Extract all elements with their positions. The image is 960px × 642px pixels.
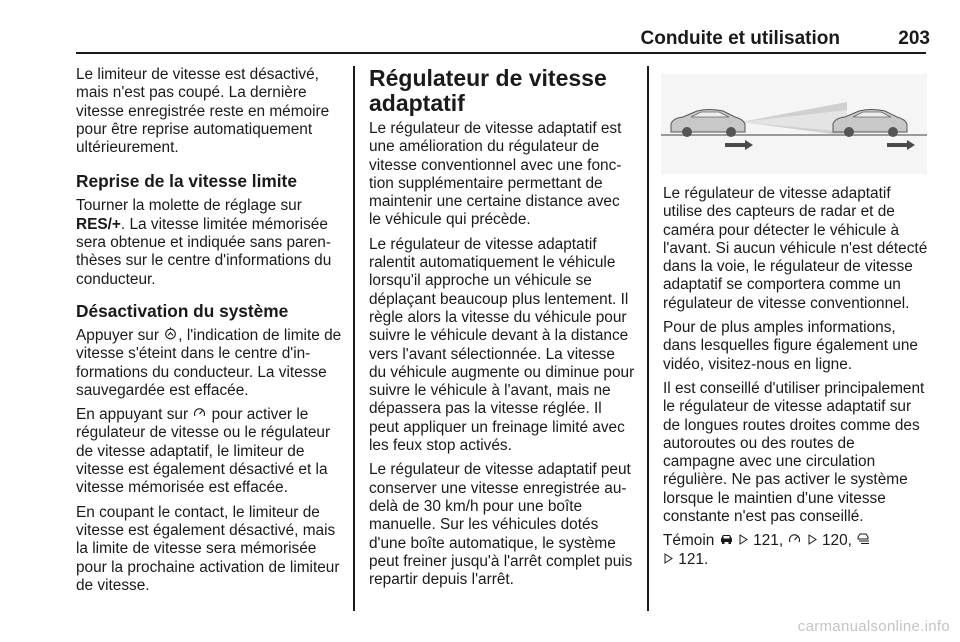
paragraph: Pour de plus amples informations, dans lesquelles figure également une vidéo, visitez-nous en ligne.: [663, 319, 918, 373]
column-2: [369, 66, 635, 595]
column-3: [663, 185, 929, 575]
acc-illustration: [661, 74, 927, 174]
heading-desactivation: Désactivation du système: [76, 300, 289, 321]
watermark: carmanualsonline.info: [797, 618, 950, 635]
adaptive-cruise-icon: [857, 532, 870, 550]
paragraph: [76, 327, 342, 400]
temoin-paragraph: [663, 532, 929, 569]
text: Appuyer sur: [76, 326, 164, 344]
cruise-control-icon: [788, 532, 801, 550]
column-separator-2: [647, 66, 649, 611]
page-ref-arrow-icon: [808, 532, 817, 550]
column-separator-1: [353, 66, 355, 611]
cruise-control-icon: [193, 406, 206, 424]
paragraph: Il est conseillé d'utiliser principalement le régulateur de vitesse adaptatif sur de longues routes droites comme des autoroutes ou des routes de campagne avec une circulation régulière. Ne pas activer le système lorsque le maintien d'une vitesse constante n'est pas conseillé.: [663, 379, 925, 526]
section-title: Conduite et utilisation: [640, 28, 840, 49]
page-ref-arrow-icon: [739, 532, 748, 550]
text: , l'indication de limite de vitesse s'éteint dans le centre d'informations du conducteur. La vitesse sauvegardée est effacée.: [76, 326, 342, 399]
vehicle-ahead-icon: [720, 532, 733, 550]
text: pour activer le régulateur de vitesse ou le régulateur de vitesse adaptatif, le limiteur de vitesse est également désactivé et la vitesse mémorisée est effacée.: [76, 406, 331, 497]
column-1: [76, 66, 342, 601]
section-heading: Régulateur de vitesse adaptatif: [369, 65, 607, 116]
page-ref[interactable]: 121.: [678, 550, 709, 568]
speed-limiter-icon: [164, 327, 177, 345]
page-ref[interactable]: 120,: [821, 532, 852, 550]
paragraph: Le régulateur de vitesse adaptatif ralentit automatiquement le véhicule lorsqu'il approche un véhicule se déplaçant beaucoup plus lentement. Il règle alors la vitesse du véhicule pour suivre le véhicule devant à la distance vers l'avant sélectionnée. La vitesse du véhicule augmente ou diminue pour suivre le véhicule à l'avant, mais ne dépassera pas la vitesse réglée. Il peut appliquer un freinage limité avec les feux stop activés.: [369, 235, 635, 455]
paragraph: En coupant le contact, le limiteur de vitesse est également désactivé, mais la limite de vitesse sera mémorisée pour la prochaine activation de limiteur de vitesse.: [76, 503, 340, 594]
page-ref-arrow-icon: [664, 551, 673, 569]
paragraph: Le régulateur de vitesse adaptatif est une amélioration du régulateur de vitesse conventionnel avec une fonction supplémentaire permettant de maintenir une certaine distance avec le véhicule qui précède.: [369, 120, 622, 229]
page-number: 203: [898, 28, 930, 49]
heading-reprise: Reprise de la vitesse limite: [76, 171, 297, 192]
text: En appuyant sur: [76, 406, 193, 424]
temoin-label: Témoin: [663, 532, 715, 550]
text: . La vitesse limitée mémorisée sera obtenue et indiquée sans parenthèses sur le centre d'informations du conducteur.: [76, 215, 332, 288]
res-plus-label: RES/+: [76, 215, 121, 233]
text: Tourner la molette de réglage sur: [76, 197, 302, 215]
paragraph: [76, 197, 342, 288]
paragraph: Le régulateur de vitesse adaptatif peut conserver une vitesse enregistrée au-delà de 30 km/h pour une boîte manuelle. Sur les véhicules dotés d'une boîte automatique, le système peut freiner jusqu'à l'arrêt complet puis repartir depuis l'arrêt.: [369, 461, 633, 589]
header-rule: [76, 52, 926, 54]
paragraph: [76, 406, 342, 497]
paragraph: Le régulateur de vitesse adaptatif utilise des capteurs de radar et de caméra pour détecter le véhicule à l'avant. Si aucun véhicule n'est détecté dans la voie, le régulateur de vitesse adaptatif se comportera comme un régulateur de vitesse conventionnel.: [663, 185, 928, 312]
paragraph: Le limiteur de vitesse est désactivé, mais n'est pas coupé. La dernière vitesse enregistrée reste en mémoire pour être reprise automatiquement ultérieurement.: [76, 66, 330, 157]
page-ref[interactable]: 121,: [753, 532, 784, 550]
